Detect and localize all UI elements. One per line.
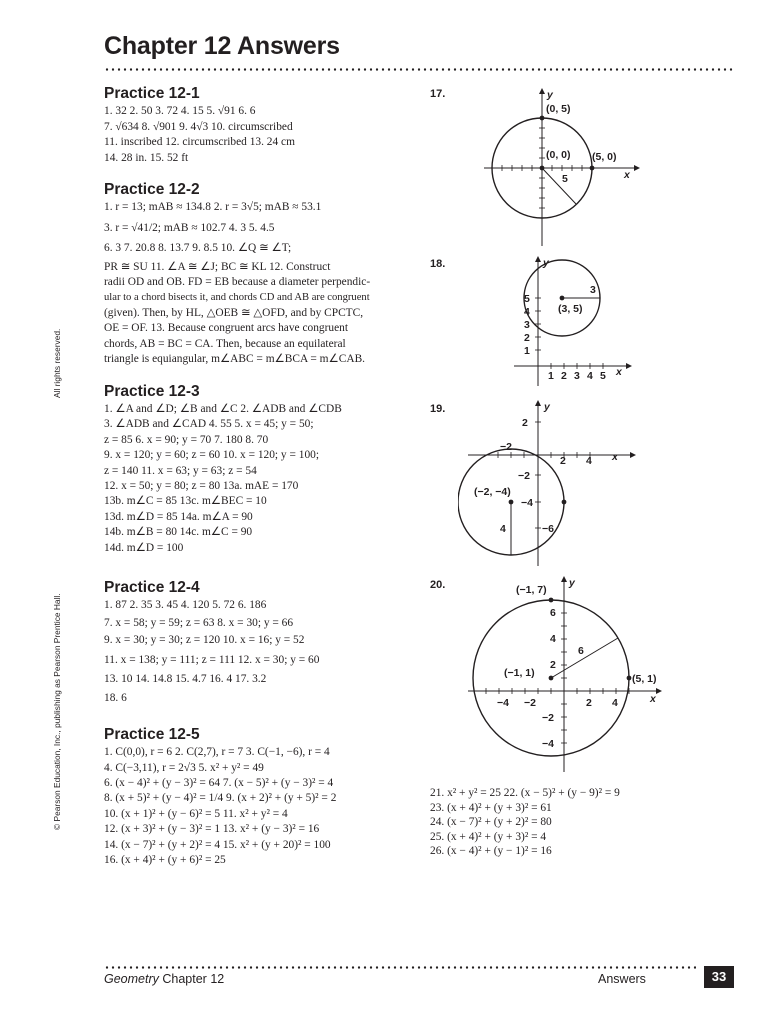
answer-line: z = 85 6. x = 90; y = 70 7. 180 8. 70 <box>104 433 269 446</box>
point-label: (3, 5) <box>558 303 583 315</box>
tick-label: −2 <box>524 697 536 709</box>
tick-label: 4 <box>612 697 618 709</box>
answer-column-left <box>104 86 419 881</box>
y-arrow <box>535 400 541 406</box>
point-label: (5, 1) <box>632 673 657 685</box>
answer-line: 9. x = 120; y = 60; z = 60 10. x = 120; y = 100; <box>104 449 319 462</box>
section-heading: Practice 12-5 <box>104 725 200 743</box>
page-title: Chapter 12 Answers <box>104 32 340 60</box>
section-heading: Practice 12-3 <box>104 382 200 400</box>
point-label: (−1, 7) <box>516 584 547 596</box>
answer-line: 14d. m∠D = 100 <box>104 541 184 554</box>
answer-line: 3. ∠ADB and ∠CAD 4. 55 5. x = 45; y = 50; <box>104 418 314 431</box>
tick-label: 6 <box>550 607 556 619</box>
answer-line: PR ≅ SU 11. ∠A ≅ ∠J; BC ≅ KL 12. Construct <box>104 260 331 273</box>
answer-line: 3. r = √41/2; mAB ≈ 102.7 4. 3 5. 4.5 <box>104 221 275 234</box>
answer-line: 1. 87 2. 35 3. 45 4. 120 5. 72 6. 186 <box>104 599 267 612</box>
section-heading: Practice 12-4 <box>104 578 200 596</box>
tick-label: −6 <box>542 523 554 535</box>
answer-line: radii OD and OB. FD = EB because a diameter perpendic- <box>104 276 371 289</box>
rights-reserved: All rights reserved. <box>52 328 62 398</box>
point-label: (5, 0) <box>592 151 617 163</box>
section-practice-12-4 <box>104 580 419 707</box>
axis-label-y: y <box>544 401 550 413</box>
point-label: (0, 5) <box>546 103 571 115</box>
answer-line: 12. x = 50; y = 80; z = 80 13a. mAE = 170 <box>104 479 299 492</box>
radius-label: 4 <box>500 523 506 535</box>
y-arrow <box>539 88 545 94</box>
footer-answers: Answers <box>598 972 646 986</box>
answer-line: 1. C(0,0), r = 6 2. C(2,7), r = 7 3. C(−1, −6), r = 4 <box>104 746 330 759</box>
answer-line: 7. x = 58; y = 59; z = 63 8. x = 30; y = 66 <box>104 616 294 629</box>
section-heading: Practice 12-2 <box>104 181 200 199</box>
answer-line: 13d. m∠D = 85 14a. m∠A = 90 <box>104 510 253 523</box>
answer-line: 26. (x − 4)² + (y − 1)² = 16 <box>430 845 552 858</box>
tick-label: 4 <box>587 370 593 382</box>
x-arrow <box>626 363 632 369</box>
tick-label: 2 <box>522 417 528 429</box>
figure-20-graph <box>462 574 672 774</box>
section-practice-12-1 <box>104 86 419 166</box>
answer-line: chords, AB = BC = CA. Then, because an equilateral <box>104 337 346 350</box>
section-practice-12-2 <box>104 182 419 367</box>
y-arrow <box>561 576 567 582</box>
figure-19-graph <box>458 398 648 568</box>
figure-number: 20. <box>430 579 446 591</box>
answer-line: z = 140 11. x = 63; y = 63; z = 54 <box>104 464 257 477</box>
tick-label: 2 <box>524 332 530 344</box>
axis-label-x: x <box>650 693 656 705</box>
answer-line: 23. (x + 4)² + (y + 3)² = 61 <box>430 801 552 814</box>
answer-line: 7. √634 8. √901 9. 4√3 10. circumscribed <box>104 120 293 133</box>
answer-line: OE = OF. 13. Because congruent arcs have congruent <box>104 322 349 335</box>
tick-label: −4 <box>521 497 533 509</box>
point-label: (0, 0) <box>546 149 571 161</box>
figure-number: 17. <box>430 88 446 100</box>
axis-label-y: y <box>569 577 575 589</box>
point <box>590 166 595 171</box>
x-arrow <box>656 688 662 694</box>
footer-book-title <box>104 972 224 986</box>
tick-label: −4 <box>497 697 509 709</box>
radius-label: 5 <box>562 173 568 185</box>
point <box>549 676 554 681</box>
answer-line: 11. inscribed 12. circumscribed 13. 24 cm <box>104 136 295 149</box>
answer-line: 13b. m∠C = 85 13c. m∠BEC = 10 <box>104 495 267 508</box>
tick-label: 4 <box>550 633 556 645</box>
tick-label: −2 <box>500 441 512 453</box>
radius <box>542 168 576 204</box>
answer-line: 4. C(−3,11), r = 2√3 5. x² + y² = 49 <box>104 761 264 774</box>
answer-line: 11. x = 138; y = 111; z = 111 12. x = 30; y = 60 <box>104 653 320 666</box>
tick-label: 4 <box>524 306 530 318</box>
answer-line: 25. (x + 4)² + (y + 3)² = 4 <box>430 830 547 843</box>
footer-book: Geometry <box>104 972 159 986</box>
figure-number: 18. <box>430 258 446 270</box>
answer-line: (given). Then, by HL, △OEB ≅ △OFD, and by CPCTC, <box>104 306 364 319</box>
top-dotted-rule <box>104 68 734 71</box>
tick-label: 1 <box>548 370 554 382</box>
tick-label: 2 <box>550 659 556 671</box>
answer-line: 1. r = 13; mAB ≈ 134.8 2. r = 3√5; mAB ≈ 53.1 <box>104 201 322 214</box>
bottom-dotted-rule <box>104 966 696 969</box>
point <box>540 116 545 121</box>
point <box>549 598 554 603</box>
point <box>562 500 567 505</box>
answer-line: 18. 6 <box>104 692 127 705</box>
answer-line: 8. (x + 5)² + (y − 4)² = 1/4 9. (x + 2)² + (y + 5)² = 2 <box>104 792 337 805</box>
tick-label: 4 <box>586 455 592 467</box>
tick-label: 2 <box>561 370 567 382</box>
tick-label: 3 <box>524 319 530 331</box>
tick-label: −2 <box>542 712 554 724</box>
point <box>560 296 565 301</box>
answer-line: 14. (x − 7)² + (y + 2)² = 4 15. x² + (y + 20)² = 100 <box>104 838 331 851</box>
point-label: (−1, 1) <box>504 667 535 679</box>
tick-label: −2 <box>518 470 530 482</box>
tick-label: 2 <box>560 455 566 467</box>
tick-label: 5 <box>600 370 606 382</box>
point <box>540 166 545 171</box>
axis-label-x: x <box>616 366 622 378</box>
axis-label-y: y <box>547 89 553 101</box>
figure-17-graph <box>484 86 644 246</box>
figure-18-graph <box>484 254 644 394</box>
answer-line: 14. 28 in. 15. 52 ft <box>104 151 189 164</box>
answer-line: 1. ∠A and ∠D; ∠B and ∠C 2. ∠ADB and ∠CDB <box>104 402 342 415</box>
answer-line: 1. 32 2. 50 3. 72 4. 15 5. √91 6. 6 <box>104 105 256 118</box>
copyright-credit: © Pearson Education, Inc., publishing as Pearson Prentice Hall. <box>52 593 62 830</box>
answer-line: 21. x² + y² = 25 22. (x − 5)² + (y − 9)² = 9 <box>430 787 620 799</box>
answer-line: 12. (x + 3)² + (y − 3)² = 1 13. x² + (y − 3)² = 16 <box>104 823 320 836</box>
axis-label-x: x <box>612 451 618 463</box>
answer-line: 10. (x + 1)² + (y − 6)² = 5 11. x² + y² = 4 <box>104 807 288 820</box>
answer-column-right <box>430 786 620 859</box>
point <box>627 676 632 681</box>
tick-label: −4 <box>542 738 554 750</box>
answer-line: 14b. m∠B = 80 14c. m∠C = 90 <box>104 526 253 539</box>
footer-chapter: Chapter 12 <box>162 972 225 986</box>
x-arrow <box>634 165 640 171</box>
tick-label: 2 <box>586 697 592 709</box>
y-arrow <box>535 256 541 262</box>
point <box>509 500 514 505</box>
answer-line: 6. (x − 4)² + (y − 3)² = 64 7. (x − 5)² + (y − 3)² = 4 <box>104 777 334 790</box>
axis-label-x: x <box>624 169 630 181</box>
answer-line: ular to a chord bisects it, and chords CD and AB are congruent <box>104 292 370 304</box>
axis-label-y: y <box>543 257 549 269</box>
tick-label: 3 <box>574 370 580 382</box>
radius-label: 3 <box>590 284 596 296</box>
answer-line: 24. (x − 7)² + (y + 2)² = 80 <box>430 816 552 829</box>
point-label: (−2, −4) <box>474 486 511 498</box>
section-practice-12-3 <box>104 384 419 556</box>
tick-label: 1 <box>524 345 530 357</box>
section-practice-12-5 <box>104 727 419 869</box>
section-heading: Practice 12-1 <box>104 85 200 102</box>
answer-line: 13. 10 14. 14.8 15. 4.7 16. 4 17. 3.2 <box>104 673 267 685</box>
x-arrow <box>630 452 636 458</box>
answer-line: 6. 3 7. 20.8 8. 13.7 9. 8.5 10. ∠Q ≅ ∠T; <box>104 242 292 255</box>
answer-line: 9. x = 30; y = 30; z = 120 10. x = 16; y = 52 <box>104 634 305 647</box>
tick-label: 5 <box>524 293 530 305</box>
answer-line: triangle is equiangular, m∠ABC = m∠BCA = m∠CAB. <box>104 353 366 366</box>
radius-label: 6 <box>578 645 584 657</box>
page-number: 33 <box>704 966 734 988</box>
radius <box>551 638 618 678</box>
figure-number: 19. <box>430 403 446 415</box>
answer-line: 16. (x + 4)² + (y + 6)² = 25 <box>104 854 226 867</box>
